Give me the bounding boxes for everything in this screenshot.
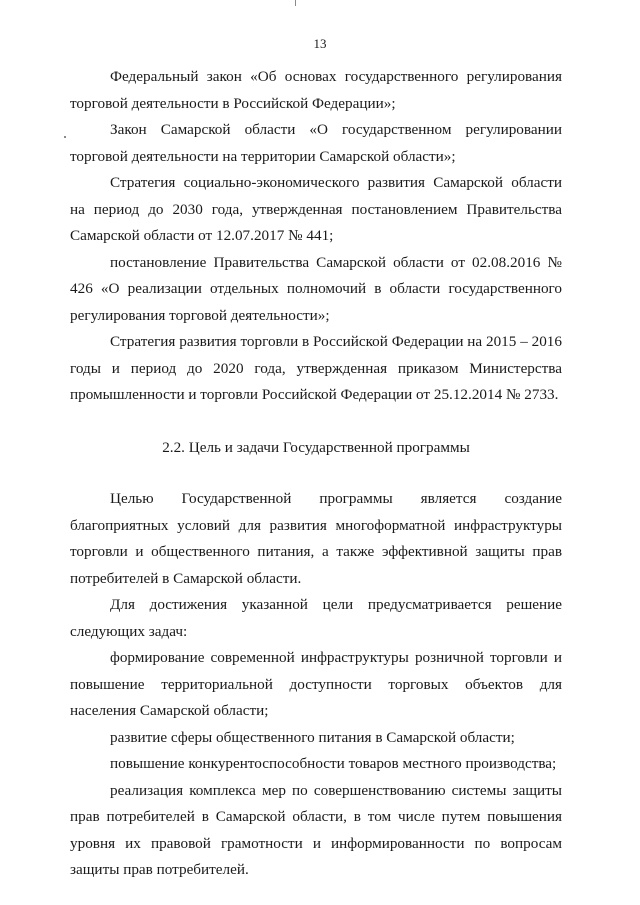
paragraph-resolution-426: постановление Правительства Самарской области от 02.08.2016 № 426 «О реализации отдельных полномочий в области государственного регулирования торговой деятельности»; (70, 253, 562, 324)
task-retail-infrastructure: формирование современной инфраструктуры розничной торговли и повышение территориальной доступности торговых объектов для населения Самарской области; (70, 649, 562, 719)
paragraph-goal: Целью Государственной программы является создание благоприятных условий для развития многоформатной инфраструктуры торговли и общественного питания, а также эффективной защиты прав потребителей в Самарской области. (70, 490, 562, 587)
task-competitiveness: повышение конкурентоспособности товаров местного производства; (110, 755, 557, 772)
task-consumer-protection: реализация комплекса мер по совершенствованию системы защиты прав потребителей в Самарской области, в том числе путем повышения уровня их правовой грамотности и информированности по вопросам защиты прав потребителей. (70, 781, 562, 878)
paragraph-strategy-2030: Стратегия социально-экономического развития Самарской области на период до 2030 года, утвержденная постановлением Правительства Самарской области от 12.07.2017 № 441; (70, 174, 562, 244)
paragraph-federal-law: Федеральный закон «Об основах государственного регулирования торговой деятельности в Российской Федерации»; (70, 68, 562, 112)
section-heading: 2.2. Цель и задачи Государственной программы (162, 438, 470, 456)
paragraph-regional-law: Закон Самарской области «О государственном регулировании торговой деятельности на территории Самарской области»; (70, 121, 562, 165)
scan-mark-left (64, 136, 66, 138)
page-number: 13 (313, 36, 327, 51)
task-catering: развитие сферы общественного питания в Самарской области; (110, 728, 515, 746)
paragraph-tasks-intro: Для достижения указанной цели предусматривается решение следующих задач: (70, 596, 562, 640)
scan-mark-top (295, 0, 296, 6)
paragraph-trade-strategy: Стратегия развития торговли в Российской Федерации на 2015 – 2016 годы и период до 2020 года, утвержденная приказом Министерства промышленности и торговли Российской Федерации от 25.12.2014 № 2733. (70, 333, 562, 403)
document-body (70, 64, 562, 884)
